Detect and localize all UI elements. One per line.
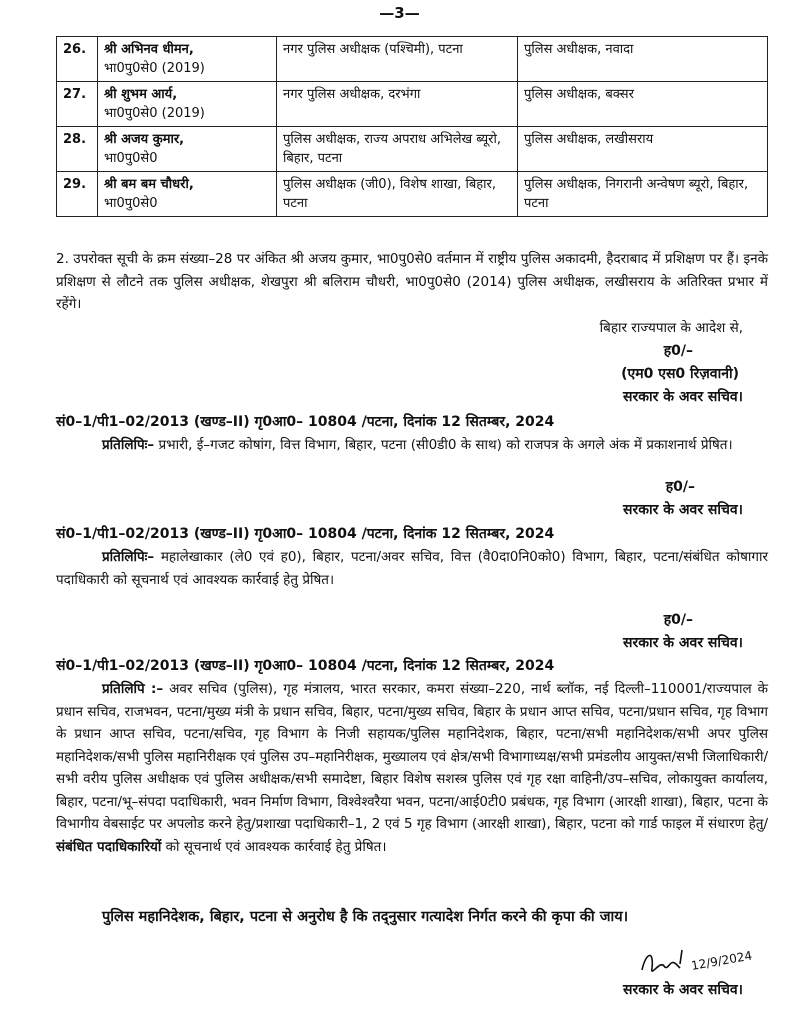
copy-note-1: [56, 434, 768, 457]
officer-service: भा0पु0से0: [104, 151, 158, 166]
copy-label-2: प्रतिलिपिः–: [102, 549, 155, 565]
officer-name-cell: [98, 172, 277, 217]
officer-posting-table: [56, 36, 768, 217]
table-row: [57, 127, 768, 172]
new-post: पुलिस अधीक्षक, निगरानी अन्वेषण ब्यूरो, बिहार, पटना: [518, 172, 768, 217]
officer-name: श्री शुभम आर्य,: [104, 87, 178, 102]
copy-text-2: महालेखाकार (ले0 एवं ह0), बिहार, पटना/अवर सचिव, वित्त (वै0दा0नि0को0) विभाग, बिहार, पटना/संबंधित कोषागार पदाधिकारी को सूचनार्थ एवं आवश्यक कार्रवाई हेतु प्रेषित।: [56, 549, 768, 588]
table-row: [57, 172, 768, 217]
serial-number: 29.: [57, 172, 98, 217]
present-post: नगर पुलिस अधीक्षक, दरभंगा: [277, 82, 518, 127]
officer-name: श्री अजय कुमार,: [104, 132, 185, 147]
copy-label-1: प्रतिलिपिः–: [102, 437, 155, 453]
present-post: पुलिस अधीक्षक (जी0), विशेष शाखा, बिहार, पटना: [277, 172, 518, 217]
memo-line-2: सं0–1/पी1–02/2013 (खण्ड–II) गृ0आ0– 10804 /पटना, दिनांक 12 सितम्बर, 2024: [56, 526, 555, 542]
copy-label-3: प्रतिलिपि :–: [102, 681, 164, 697]
memo-line-3: सं0–1/पी1–02/2013 (खण्ड–II) गृ0आ0– 10804 /पटना, दिनांक 12 सितम्बर, 2024: [56, 658, 555, 674]
dgp-request: पुलिस महानिदेशक, बिहार, पटना से अनुरोध है कि तद्नुसार गत्यादेश निर्गत करने की कृपा की जाय।: [102, 909, 629, 925]
paragraph-2: 2. उपरोक्त सूची के क्रम संख्या–28 पर अंकित श्री अजय कुमार, भा0पु0से0 वर्तमान में राष्ट्रीय पुलिस अकादमी, हैदराबाद में प्रशिक्षण पर हैं। इनके प्रशिक्षण से लौटने तक पुलिस अधीक्षक, शेखपुरा श्री बलिराम चौधरी, भा0पु0से0 (2014) पुलिस अधीक्षक, लखीसराय के अतिरिक्त प्रभार में रहेंगे।: [56, 251, 768, 312]
copy-bold-3: संबंधित पदाधिकारियों: [56, 838, 162, 855]
new-post: पुलिस अधीक्षक, लखीसराय: [518, 127, 768, 172]
signed-mark-1: ह0/–: [663, 343, 693, 359]
signed-mark-2: ह0/–: [665, 479, 695, 495]
copy-tail-3: को सूचनार्थ एवं आवश्यक कार्रवाई हेतु प्रेषित।: [161, 838, 387, 855]
copy-text-1: प्रभारी, ई–गजट कोषांग, वित्त विभाग, बिहार, पटना (सी0डी0 के साथ) को राजपत्र के अगले अंक में प्रकाशनार्थ प्रेषित।: [154, 437, 733, 453]
signatory-title-2: सरकार के अवर सचिव।: [623, 502, 743, 518]
copy-note-2: [56, 546, 768, 591]
table-row: [57, 82, 768, 127]
signatory-name: (एम0 एस0 रिज़वानी): [621, 366, 739, 382]
memo-line-1: सं0–1/पी1–02/2013 (खण्ड–II) गृ0आ0– 10804 /पटना, दिनांक 12 सितम्बर, 2024: [56, 414, 555, 430]
present-post: पुलिस अधीक्षक, राज्य अपराध अभिलेख ब्यूरो, बिहार, पटना: [277, 127, 518, 172]
page-number: —3—: [379, 4, 420, 22]
signed-mark-3: ह0/–: [663, 612, 693, 628]
signatory-title-3: सरकार के अवर सचिव।: [623, 635, 743, 651]
new-post: पुलिस अधीक्षक, नवादा: [518, 37, 768, 82]
officer-name-cell: [98, 127, 277, 172]
present-post: नगर पुलिस अधीक्षक (पश्चिमी), पटना: [277, 37, 518, 82]
serial-number: 28.: [57, 127, 98, 172]
signatory-title-4: सरकार के अवर सचिव।: [623, 982, 743, 998]
signatory-title-1: सरकार के अवर सचिव।: [623, 389, 743, 405]
officer-name-cell: [98, 37, 277, 82]
serial-number: 27.: [57, 82, 98, 127]
copy-text-3: अवर सचिव (पुलिस), गृह मंत्रालय, भारत सरकार, कमरा संख्या–220, नार्थ ब्लॉक, नई दिल्ली–110001/राज्यपाल के प्रधान सचिव, राजभवन, पटना/मुख्य मंत्री के प्रधान सचिव, बिहार, पटना/मुख्य सचिव, बिहार के प्रधान आप्त सचिव, पटना/प्रधान सचिव, गृह विभाग के प्रधान आप्त सचिव, पटना/सचिव, गृह विभाग के निजी सहायक/पुलिस महानिदेशक, बिहार, पटना/सभी महानिदेशक/सभी अपर पुलिस महानिदेशक/सभी पुलिस महानिरीक्षक एवं पुलिस उप–महानिरीक्षक, मुख्यालय एवं क्षेत्र/सभी विभागाध्यक्ष/सभी प्रमंडलीय आयुक्त/सभी जिलाधिकारी/सभी वरीय पुलिस अधीक्षक एवं पुलिस अधीक्षक/सभी समादेष्टा, बिहार विशेष सशस्त्र पुलिस एवं गृह रक्षा वाहिनी/उप–सचिव, लोकायुक्त कार्यालय, बिहार, पटना/भू–संपदा पदाधिकारी, भवन निर्माण विभाग, विश्वेश्वरैया भवन, पटना/आई0टी0 प्रबंधक, गृह विभाग (आरक्षी शाखा), बिहार, पटना के विभागीय वेबसाईट पर अपलोड करने हेतु/प्रशाखा पदाधिकारी–1, 2 एवं 5 गृह विभाग (आरक्षी शाखा), बिहार, पटना को गार्ड फाइल में संधारण हेतु/: [56, 681, 768, 832]
officer-name-cell: [98, 82, 277, 127]
officer-name: श्री अभिनव धीमन,: [104, 42, 194, 57]
order-line: बिहार राज्यपाल के आदेश से,: [599, 320, 743, 336]
officer-service: भा0पु0से0 (2019): [104, 61, 205, 76]
officer-service: भा0पु0से0 (2019): [104, 106, 205, 121]
officer-service: भा0पु0से0: [104, 196, 158, 211]
signature-date: 12/9/2024: [690, 948, 754, 973]
copy-note-3: [56, 678, 768, 858]
serial-number: 26.: [57, 37, 98, 82]
new-post: पुलिस अधीक्षक, बक्सर: [518, 82, 768, 127]
table-row: [57, 37, 768, 82]
officer-name: श्री बम बम चौधरी,: [104, 177, 194, 192]
